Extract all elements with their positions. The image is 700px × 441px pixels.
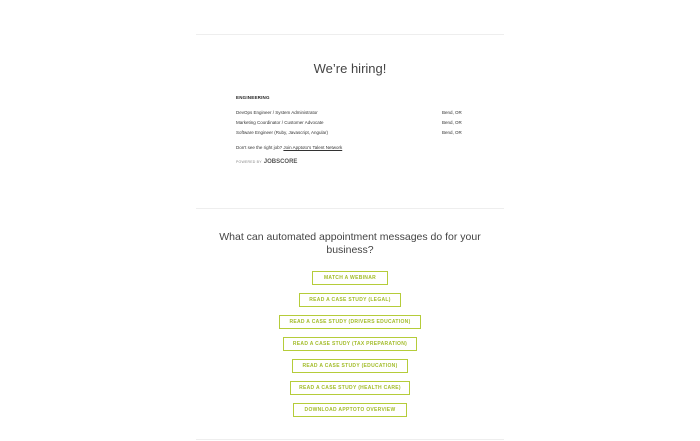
job-location: Bend, OR [442, 110, 462, 115]
job-link-software-engineer[interactable]: Software Engineer (Ruby, Javascript, Angular) [236, 130, 328, 135]
case-study-education-button[interactable]: READ A CASE STUDY (EDUCATION) [292, 359, 408, 373]
hiring-title: We’re hiring! [313, 61, 387, 76]
case-study-drivers-education-button[interactable]: READ A CASE STUDY (DRIVERS EDUCATION) [279, 315, 421, 329]
job-location: Bend, OR [442, 130, 462, 135]
job-link-devops[interactable]: DevOps Engineer / System Administrator [236, 110, 318, 115]
job-row [236, 108, 468, 118]
job-row [236, 118, 468, 128]
job-link-marketing[interactable]: Marketing Coordinator / Customer Advocate [236, 120, 324, 125]
bottom-divider [196, 439, 504, 440]
match-webinar-button[interactable]: MATCH A WEBINAR [312, 271, 388, 285]
case-study-health-care-button[interactable]: READ A CASE STUDY (HEALTH CARE) [290, 381, 410, 395]
top-divider [196, 34, 504, 35]
talent-network-text [236, 145, 342, 150]
powered-by-jobscore[interactable] [236, 159, 297, 165]
job-location: Bend, OR [442, 120, 462, 125]
job-row [236, 128, 468, 138]
powered-by-label: POWERED BY [236, 160, 262, 164]
section-divider [196, 208, 504, 209]
case-study-tax-preparation-button[interactable]: READ A CASE STUDY (TAX PREPARATION) [283, 337, 417, 351]
cta-heading: What can automated appointment messages do for your business? [219, 231, 481, 256]
talent-network-prefix: Don't see the right job? [236, 145, 283, 150]
department-heading: ENGINEERING [236, 95, 270, 100]
job-list [236, 108, 468, 138]
jobscore-logo: JOBSCORE [263, 159, 298, 165]
download-overview-button[interactable]: DOWNLOAD APPTOTO OVERVIEW [293, 403, 407, 417]
talent-network-link[interactable]: Join Apptoto's Talent Network [283, 145, 343, 150]
case-study-legal-button[interactable]: READ A CASE STUDY (LEGAL) [299, 293, 401, 307]
